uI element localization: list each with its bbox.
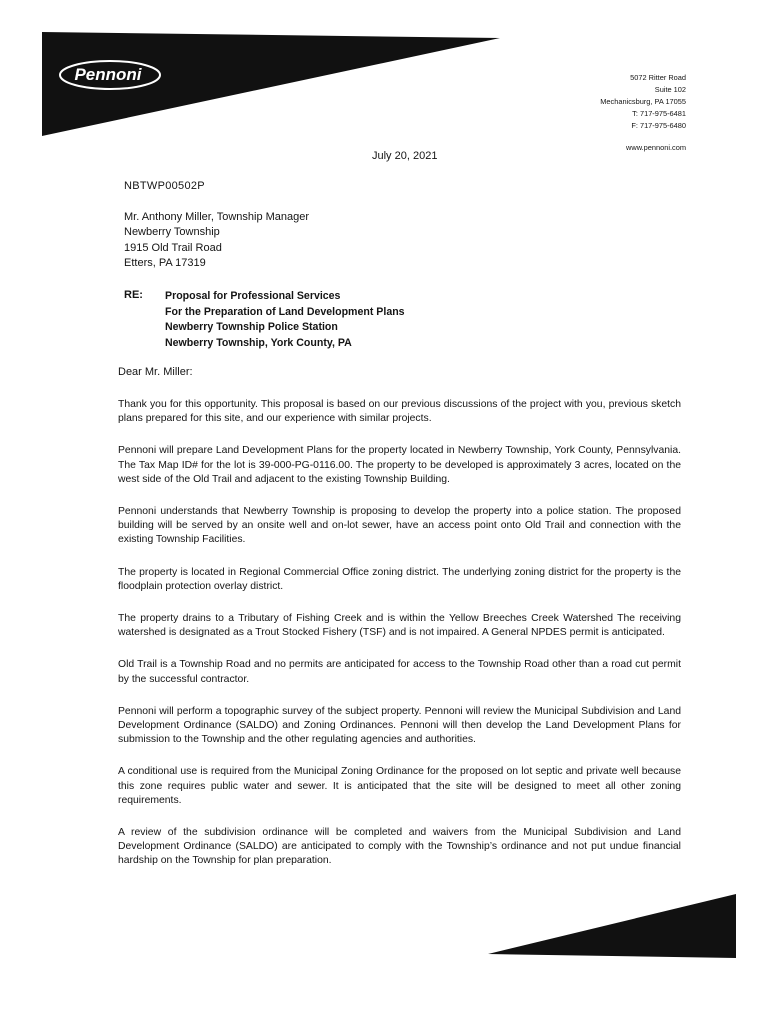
fax-line: F: 717-975-6480: [631, 121, 686, 131]
recipient-line: Etters, PA 17319: [124, 256, 206, 269]
body-paragraph: Old Trail is a Township Road and no permits are anticipated for access to the Township Road other than a road cut permit by the successful contractor.: [118, 659, 681, 685]
body-paragraph: Thank you for this opportunity. This proposal is based on our previous discussions of the project with you, previous sketch plans prepared for this site, and our experience with similar projects.: [118, 399, 681, 425]
body-paragraph: Pennoni will perform a topographic survey of the subject property. Pennoni will review the Municipal Subdivision and Land Development Ordinance (SALDO) and Zoning Ordinances. Pennoni will then develop the Land Development Plans for submission to the Township and the other regulating agencies and authorities.: [118, 705, 681, 746]
letter-date: July 20, 2021: [372, 150, 438, 162]
address-line: 5072 Ritter Road: [630, 73, 686, 82]
body-paragraph: Pennoni understands that Newberry Township is proposing to develop the property into a police station. The proposed building will be served by an onsite well and on-lot sewer, have an access point onto Old Trail and connection with the existing Township Facilities.: [118, 506, 681, 546]
subject-line: Newberry Township, York County, PA: [165, 336, 352, 349]
recipient-line: Newberry Township: [124, 226, 220, 239]
body-paragraph: Pennoni will prepare Land Development Plans for the property located in Newberry Township, York County, Pennsylvania. The Tax Map ID# for the lot is 39-000-PG-0116.00. The property to be developed is approximately 3 acres, located on the west side of the Old Trail and adjacent to the existing Township Building.: [118, 445, 681, 485]
subject-line: Newberry Township Police Station: [165, 321, 338, 334]
subject-line: Proposal for Professional Services: [165, 290, 341, 302]
address-line: Mechanicsburg, PA 17055: [600, 97, 686, 107]
re-label: RE:: [124, 289, 143, 301]
body-paragraph: A review of the subdivision ordinance will be completed and waivers from the Municipal Subdivision and Land Development Ordinance (SALDO) are anticipated to comply with the Township’s ordinance and not put undue financial hardship on the Township for plan preparation.: [118, 827, 681, 867]
logo-text: Pennoni: [74, 65, 142, 84]
subject-line: For the Preparation of Land Development Plans: [165, 305, 405, 318]
website-link[interactable]: www.pennoni.com: [626, 143, 686, 153]
address-line: Suite 102: [654, 85, 686, 95]
salutation: Dear Mr. Miller:: [118, 366, 193, 378]
body-paragraph: A conditional use is required from the Municipal Zoning Ordinance for the proposed on lot septic and private well because this zone requires public water and sewer. It is anticipated that the site will be designed to meet all other zoning requirements.: [118, 766, 681, 806]
recipient-line: 1915 Old Trail Road: [124, 241, 222, 254]
recipient-line: Mr. Anthony Miller, Township Manager: [124, 211, 310, 223]
phone-line: T: 717-975-6481: [632, 109, 686, 119]
body-paragraph: The property is located in Regional Commercial Office zoning district. The underlying zoning district for the property is the floodplain protection overlay district.: [118, 566, 681, 592]
body-paragraph: The property drains to a Tributary of Fishing Creek and is within the Yellow Breeches Creek Watershed The receiving watershed is designated as a Trout Stocked Fishery (TSF) and is not impaired. A General NPDES permit is anticipated.: [118, 613, 681, 639]
reference-number: NBTWP00502P: [124, 180, 205, 192]
